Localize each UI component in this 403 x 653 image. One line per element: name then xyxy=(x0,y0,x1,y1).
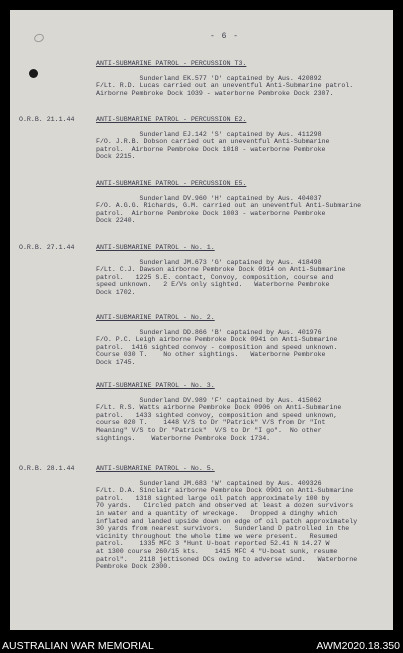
patrol-text-line: Dock 1702. xyxy=(96,288,136,296)
pencil-mark xyxy=(33,33,45,44)
footer-accession-number: AWM2020.18.350 xyxy=(316,640,400,652)
patrol-text-line: F/Lt. D.A. Sinclair airborne Pembroke Dock 0901 on Anti-Submarine xyxy=(96,487,354,495)
patrol-heading: ANTI-SUBMARINE PATROL - PERCUSSION E5. xyxy=(96,180,247,187)
patrol-entry xyxy=(96,314,392,367)
patrol-text-line: F/Lt. C.J. Dawson airborne Pembroke Dock 0914 on Anti-Submarine xyxy=(96,266,346,274)
patrol-text-line: Sunderland DV.960 'H' captained by Aus. 404037 xyxy=(96,194,322,202)
patrol-text-line: F/Lt. R.S. Watts airborne Pembroke Dock 0906 on Anti-Submarine xyxy=(96,404,342,412)
patrol-text-line: Meaning" V/S to Dr "Patrick" V/S to Dr "I go". No other xyxy=(96,426,322,434)
patrol-text-line: Sunderland EK.577 'D' captained by Aus. 420892 xyxy=(96,74,322,82)
patrol-text-line: speed unknown. 2 E/Vs only sighted. Waterborne Pembroke xyxy=(96,281,330,289)
patrol-text-line: Airborne Pembroke Dock 1039 - waterborne Pembroke Dock 2307. xyxy=(96,89,334,97)
patrol-entry xyxy=(96,382,392,442)
patrol-entry xyxy=(96,60,392,97)
patrol-text-line: patrol. 1225 S.E. contact, Convoy, composition, course and xyxy=(96,273,334,281)
patrol-text-line: Dock 2240. xyxy=(96,217,136,225)
patrol-entry xyxy=(96,244,392,297)
patrol-entry xyxy=(96,465,392,571)
patrol-heading: ANTI-SUBMARINE PATROL - No. 3. xyxy=(96,382,215,389)
patrol-text-line: Dock 1745. xyxy=(96,358,136,366)
patrol-text-line: Sunderland JM.673 'G' captained by Aus. 418498 xyxy=(96,258,322,266)
page-number: - 6 - xyxy=(210,32,240,41)
patrol-text-line: Sunderland EJ.142 'S' captained by Aus. 411298 xyxy=(96,130,322,138)
footer-credit: AUSTRALIAN WAR MEMORIAL xyxy=(2,640,154,652)
patrol-text-line: patrol". 2118 jettisoned DCs owing to adverse wind. Waterborne xyxy=(96,555,358,563)
orb-reference: O.R.B. 27.1.44 xyxy=(19,244,75,251)
patrol-text-line: inflated and landed upside down on edge of oil patch approximately xyxy=(96,517,358,525)
orb-reference: O.R.B. 21.1.44 xyxy=(19,116,75,123)
patrol-text-line: at 1300 course 260/15 kts. 1415 MFC 4 "U-boat sunk, resume xyxy=(96,547,338,555)
footer-bar xyxy=(0,640,403,653)
patrol-text-line: Sunderland DD.866 'B' captained by Aus. 401976 xyxy=(96,328,322,336)
patrol-entry xyxy=(96,180,392,225)
patrol-entry xyxy=(96,116,392,161)
patrol-text-line: F/O. A.G.G. Richards, G.M. carried out an uneventful Anti-Submarine xyxy=(96,202,362,210)
orb-reference: O.R.B. 28.1.44 xyxy=(19,465,75,472)
patrol-heading: ANTI-SUBMARINE PATROL - PERCUSSION T3. xyxy=(96,60,247,67)
patrol-text-line: course 020 T. 1448 V/S to Dr "Patrick" V/S from Dr "Int xyxy=(96,419,326,427)
patrol-text-line: Dock 2215. xyxy=(96,153,136,161)
patrol-text-line: 30 yards from nearest survivors. Sunderland D patrolled in the xyxy=(96,525,350,533)
patrol-heading: ANTI-SUBMARINE PATROL - PERCUSSION E2. xyxy=(96,116,247,123)
patrol-text-line: patrol. Airborne Pembroke Dock 1003 - waterborne Pembroke xyxy=(96,209,326,217)
punch-hole xyxy=(29,69,38,78)
patrol-text-line: Sunderland DV.989 'F' captained by Aus. 415062 xyxy=(96,396,322,404)
patrol-text-line: vicinity throughout the whole time we were present. Resumed xyxy=(96,532,338,540)
patrol-text-line: 70 yards. Circled patch and observed at least a dozen survivors xyxy=(96,502,354,510)
patrol-text-line: F/Lt. R.D. Lucas carried out an uneventful Anti-Submarine patrol. xyxy=(96,82,354,90)
patrol-heading: ANTI-SUBMARINE PATROL - No. 5. xyxy=(96,465,215,472)
patrol-text-line: patrol. 1318 sighted large oil patch approximately 100 by xyxy=(96,494,330,502)
patrol-heading: ANTI-SUBMARINE PATROL - No. 1. xyxy=(96,244,215,251)
patrol-heading: ANTI-SUBMARINE PATROL - No. 2. xyxy=(96,314,215,321)
patrol-text-line: F/O. P.C. Leigh airborne Pembroke Dock 0941 on Anti-Submarine xyxy=(96,336,338,344)
patrol-text-line: patrol. Airborne Pembroke Dock 1018 - waterborne Pembroke xyxy=(96,145,326,153)
patrol-text-line: sightings. Waterborne Pembroke Dock 1734. xyxy=(96,434,271,442)
patrol-text-line: F/O. J.R.B. Dobson carried out an uneventful Anti-Submarine xyxy=(96,138,330,146)
patrol-text-line: Sunderland JM.683 'W' captained by Aus. 409326 xyxy=(96,479,322,487)
patrol-text-line: Pembroke Dock 2300. xyxy=(96,563,172,571)
patrol-text-line: in water and a quantity of wreckage. Dropped a dinghy which xyxy=(96,509,338,517)
patrol-text-line: patrol. 1416 sighted convoy - composition and speed unknown. xyxy=(96,343,338,351)
patrol-text-line: patrol. 1335 MFC 3 "Hunt U-boat reported 52.41 N 14.27 W xyxy=(96,540,330,548)
document-page xyxy=(10,10,393,630)
patrol-text-line: patrol. 1433 sighted convoy, composition and speed unknown, xyxy=(96,411,338,419)
patrol-text-line: Course 030 T. No other sightings. Waterborne Pembroke xyxy=(96,351,326,359)
